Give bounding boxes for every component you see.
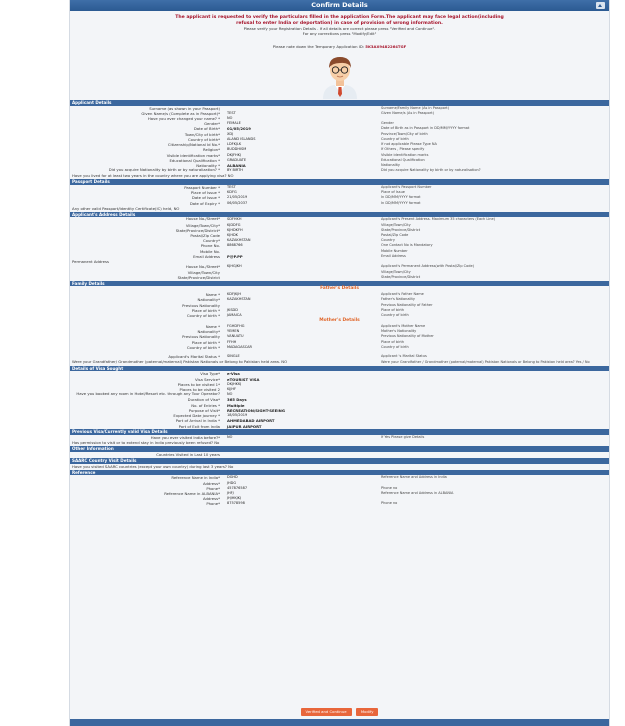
field-value: KAZAKHSTAN [227,238,251,243]
field-label: Name * [205,292,220,298]
field-label: Nationality* [197,297,220,303]
field-label: Postal/Zip Code [190,233,220,239]
refused-permission-row: Has permission to visit or to extend stay in India previously been refused? No [72,440,220,446]
field-label: Gender* [204,121,220,127]
field-label: Educational Qualification * [169,157,220,163]
field-label: Previous Nationality [182,334,220,340]
field-label: Date of Birth* [193,126,220,132]
field-hint: Did you acquire Nationality by birth or by naturalisation? [381,168,481,173]
field-value: 06/05/2037 [227,200,248,205]
field-label: Name * [205,324,220,329]
field-row [70,345,609,350]
mother-details-list [70,324,609,350]
field-hint: Applicant's Father Name [381,292,424,297]
field-value: JHJHKJKJ [227,496,241,501]
field-hint: One Contact No is Mandatory [381,243,433,248]
field-value: 18/05/2019 [227,413,248,418]
field-value: JHDG [227,480,237,485]
field-value: KJJHF [227,387,237,392]
field-value: JAIPUR AIRPORT [227,423,262,429]
field-hint: Date of Birth as in Passport in DD/MM/YYYY format [381,126,470,131]
section-passport-details: Passport Details [70,179,609,185]
permanent-address-list [70,264,609,280]
field-value: eTOURIST VISA [227,376,260,382]
field-row [70,501,609,506]
field-value: KDFG [227,190,237,195]
field-hint: Father's Nationality [381,297,415,302]
field-hint: Reference Name and Address in India [381,475,447,480]
field-label: Previous Nationality [182,302,220,308]
collapse-caret-icon[interactable] [596,2,605,9]
window-title: Confirm Details [311,1,368,9]
section-reference: Reference [70,470,609,476]
mother-details-heading: Mother's Details [319,318,360,324]
modify-button[interactable]: Modify [356,708,379,716]
field-value: 457876587 [227,485,248,490]
field-label: Phone* [206,485,220,491]
verified-continue-button[interactable]: Verified and Continue [301,708,352,716]
grandparents-question: Were your Grandfather/ Grandmother (paternal/maternal) Pakistan Nationals or Belong to Pakistan held area. NO [72,358,288,364]
field-hint: Village/Town/City [381,222,411,227]
field-value: e-Visa [227,371,240,377]
field-value: KDFJKJH [227,292,241,297]
field-value: 8868766 [227,243,243,248]
temp-id-line [70,44,609,49]
field-row [70,254,609,259]
field-label: Did you acquire Nationality by birth or by naturalization? * [108,167,220,173]
field-value: P@P.PP [227,253,243,259]
field-hint: In DD/MM/YYYY format [381,200,421,205]
applicant-avatar-icon [320,53,360,99]
field-value: KJDDFG [227,222,241,227]
visa-details-list [70,371,609,428]
temp-id-value: 5K3AX9482264TGF [365,44,407,50]
instruction-verify: Please verify your Registration Details . If all details are correct please press "Verified and Continue". [243,26,436,32]
field-hint: Visible identification marks [381,152,429,157]
field-value: BUDDHISM [227,147,247,152]
field-label: Have you ever changed your name? * [147,116,220,122]
field-value: TEST [227,110,236,115]
field-value: SDFHKH [227,217,242,222]
field-value: 21/05/2019 [227,195,248,200]
field-hint: Mother's Nationality [381,329,417,334]
field-value: SINGLE [227,354,240,359]
field-hint [377,424,607,429]
field-label: Passport Number * [184,184,220,190]
permanent-address-label: Permanent Address [72,259,109,265]
field-hint: State/Province/District [381,227,421,232]
field-value: ALBANIA [227,162,246,168]
field-hint: Country [381,238,395,243]
applicant-details-list [70,106,609,174]
field-hint: Country of birth [381,313,409,317]
field-label: Country of birth * [186,344,220,350]
field-label: Have you ever visited India before?* [150,435,220,441]
field-hint: Applicant's Permanent Address(with Postal/Zip Code) [381,264,474,269]
field-label: Date of Expiry * [189,200,220,206]
field-label: Places to be visited 1* [177,381,220,387]
field-label: Places to be visited 2 [179,387,220,393]
field-label: Religion* [202,147,220,153]
field-label: Place of birth * [191,339,220,345]
field-label: Phone No. [200,243,220,249]
field-label: Nationality* [197,329,220,335]
saarc-visit-row: Have you visited SAARC countries (except your own country) during last 3 years? No [72,463,234,469]
field-label: Surname (as shown in your Passport) [149,105,220,111]
field-label: Applicant's Marital Status * [168,354,220,360]
field-label: Countries Visited in Last 10 years [156,452,220,458]
field-value: LDFKJLK [227,142,242,147]
field-hint: Surname/Family Name (As in Passport) [381,105,450,110]
field-value: KJHDKFH [227,227,243,232]
field-value: JHFJ [227,491,234,496]
field-hint: Postal/Zip Code [381,233,409,238]
field-hint: Place of birth [381,339,405,344]
field-label: Visa Service* [194,376,220,382]
field-label: Date of Issue * [191,195,220,201]
field-label: Country of birth* [188,136,220,142]
section-visa-sought: Details of Visa Sought [70,366,609,372]
field-hint: Educational Qualification [381,157,425,162]
field-value: XDJ [227,131,234,136]
field-label: Country of birth * [186,313,220,318]
field-value: 365 Days [227,397,247,403]
field-hint: Phone no [381,501,398,506]
section-address-details: Applicant's Address Details [70,212,609,218]
field-hint: Applicant's Mother Name [381,324,426,328]
field-hint: Mobile Number [381,248,408,253]
field-value: TEST [227,184,236,189]
field-value: Multiple [227,402,245,408]
field-value: RECREATION/SIGHT-SEEING [227,407,285,413]
field-hint: If not applicable Please Type NA [381,142,437,147]
warning-line-2: refusal to enter India or deportation) in case of provision of wrong information. [236,20,443,26]
field-value [224,275,377,280]
field-value: DKJFHKJ [227,152,241,157]
passport-details-list [70,185,609,206]
section-family-details: Family Details [70,281,609,287]
field-row [70,275,609,280]
field-label: Citizenship/National Id No.* [167,142,220,148]
field-value: BY BIRTH [227,168,243,173]
field-label: Purpose of Visit* [188,407,220,413]
field-value: KJHGJKH [227,264,242,269]
field-label: State/Province/District* [175,227,220,233]
field-label: Place of birth * [191,307,220,313]
field-label: Nationality * [196,162,220,168]
field-hint: Applicant's Present Address. Maximum 35 characters (Each Line) [381,217,496,222]
field-label: Address* [202,480,220,486]
notice-area [70,11,609,99]
field-label: House No./Street* [185,216,220,222]
field-value: GRADUATE [227,157,247,162]
field-hint: Previous Nationality of Father [381,302,433,307]
field-hint: Given Name/s (As in Passport) [381,110,434,115]
temp-id-label: Please note down the Temporary Application ID: [272,44,365,50]
field-hint: Applicant's Passport Number [381,184,432,189]
field-label: Have you booked any room in Hotel/Resort etc. through any Tour Operator? [76,391,220,397]
field-hint: Phone no [381,485,398,490]
field-value: NO [227,435,233,440]
field-hint: Place of Issue [381,190,405,195]
field-label: Port of Exit from India [178,423,220,429]
applicant-lived-two-years: Have you lived for at least two years in the country where you are applying visa? NO [72,173,234,179]
field-label: Reference Name in India* [171,475,220,481]
field-label: Expected Date journey * [173,413,220,419]
field-value: NO [227,392,233,397]
field-hint: Place of birth [381,307,405,312]
field-value: MADAGASCAR [227,344,252,349]
field-label: House No./Street* [185,264,220,270]
field-value: VANUATU [227,334,244,339]
action-bar [70,708,609,716]
field-value: JAMAICA [227,313,242,317]
field-hint: Previous Nationality of Mother [381,334,434,339]
field-value: YEMEN [227,329,240,334]
field-label: Duration of Visa* [187,397,220,403]
field-hint: Gender [381,121,394,126]
section-applicant-details: Applicant Details [70,100,609,106]
field-hint: Nationality [381,162,401,167]
father-details-list [70,292,609,318]
field-hint: If Yes Please give Details [381,435,425,440]
grandparents-hint: Were your Grandfather / Grandmother (paternal/maternal) Pakistan Nationals or Belong to Pakistan held area? Yes / No [381,359,590,364]
field-label: Village/Town/City [187,269,220,275]
field-value: 01/05/2019 [227,126,251,132]
other-passport-held: Any other valid Passport/Identity Certificate(IC) held, NO [72,205,180,211]
field-label: Given Name/s (Complete as in Passport)* [141,110,220,116]
grandparents-pakistan-row [70,359,609,365]
field-hint: If Others , Please specify [381,147,425,152]
warning-line-1: The applicant is requested to verify the particulars filled in the application Form.The applicant may face legal action(including [175,15,504,20]
field-value: KAZAKHSTAN [227,297,251,302]
field-label: Reference Name in ALBANIA* [164,491,220,497]
confirm-details-window [69,0,610,726]
field-label: Port of Arrival in India * [175,418,220,424]
field-label: Village/Town/City* [185,222,220,228]
field-label: Place of Issue * [190,190,220,196]
field-hint: Country of birth [381,344,409,349]
section-previous-visa: Previous Visa/Currently valid Visa Details [70,429,609,435]
field-value: JKSDD [227,307,238,312]
instruction-modify: For any corrections press "Modify/Edit" [302,31,377,37]
field-hint: In DD/MM/YYYY format [381,195,421,200]
field-value: AHMEDABAD AIRPORT [227,418,275,424]
field-value: FGHDFHG [227,324,245,328]
field-label: Town/City of birth* [184,131,220,137]
bottom-bar [70,719,609,726]
field-value: NO [227,116,233,121]
window-titlebar [70,0,609,11]
field-hint: Country of birth [381,136,409,141]
field-hint: Province/Town/City of birth [381,131,428,136]
reference-list [70,475,609,506]
field-label: Country* [203,238,220,244]
field-value: DGHD [227,475,238,480]
field-hint: Village/Town/City [381,269,411,274]
field-label: Visa Type* [200,371,220,377]
field-label: Mobile No. [200,248,220,254]
field-value: DKJHKKJ [227,381,242,386]
countries-visited-row [70,452,609,457]
field-label: No. of Entries * [191,402,220,408]
field-hint: Reference Name and Address in ALBANIA [381,491,454,496]
section-saarc-visits: SAARC Country Visit Details [70,458,609,464]
section-other-information: Other Information [70,446,609,452]
field-hint: State/Province/District [381,274,421,279]
field-value: KJHDK [227,233,238,238]
field-label: State/Province/District [177,274,220,280]
present-address-list [70,217,609,259]
field-label: Email Address [193,253,220,259]
field-label: Address* [202,496,220,502]
field-row [70,424,609,429]
field-value: ALAND ISLANDS [227,136,256,141]
field-label: Phone* [206,501,220,507]
field-value: FFHH [227,339,237,344]
field-value: FEMALE [227,121,241,126]
field-label: Visible identification marks* [166,152,220,158]
father-details-heading: Father's Details [320,286,359,292]
field-hint: Email Address [381,253,406,258]
field-hint: Applicant 's Marital Status [381,354,427,359]
field-value: 87578598 [227,501,245,506]
